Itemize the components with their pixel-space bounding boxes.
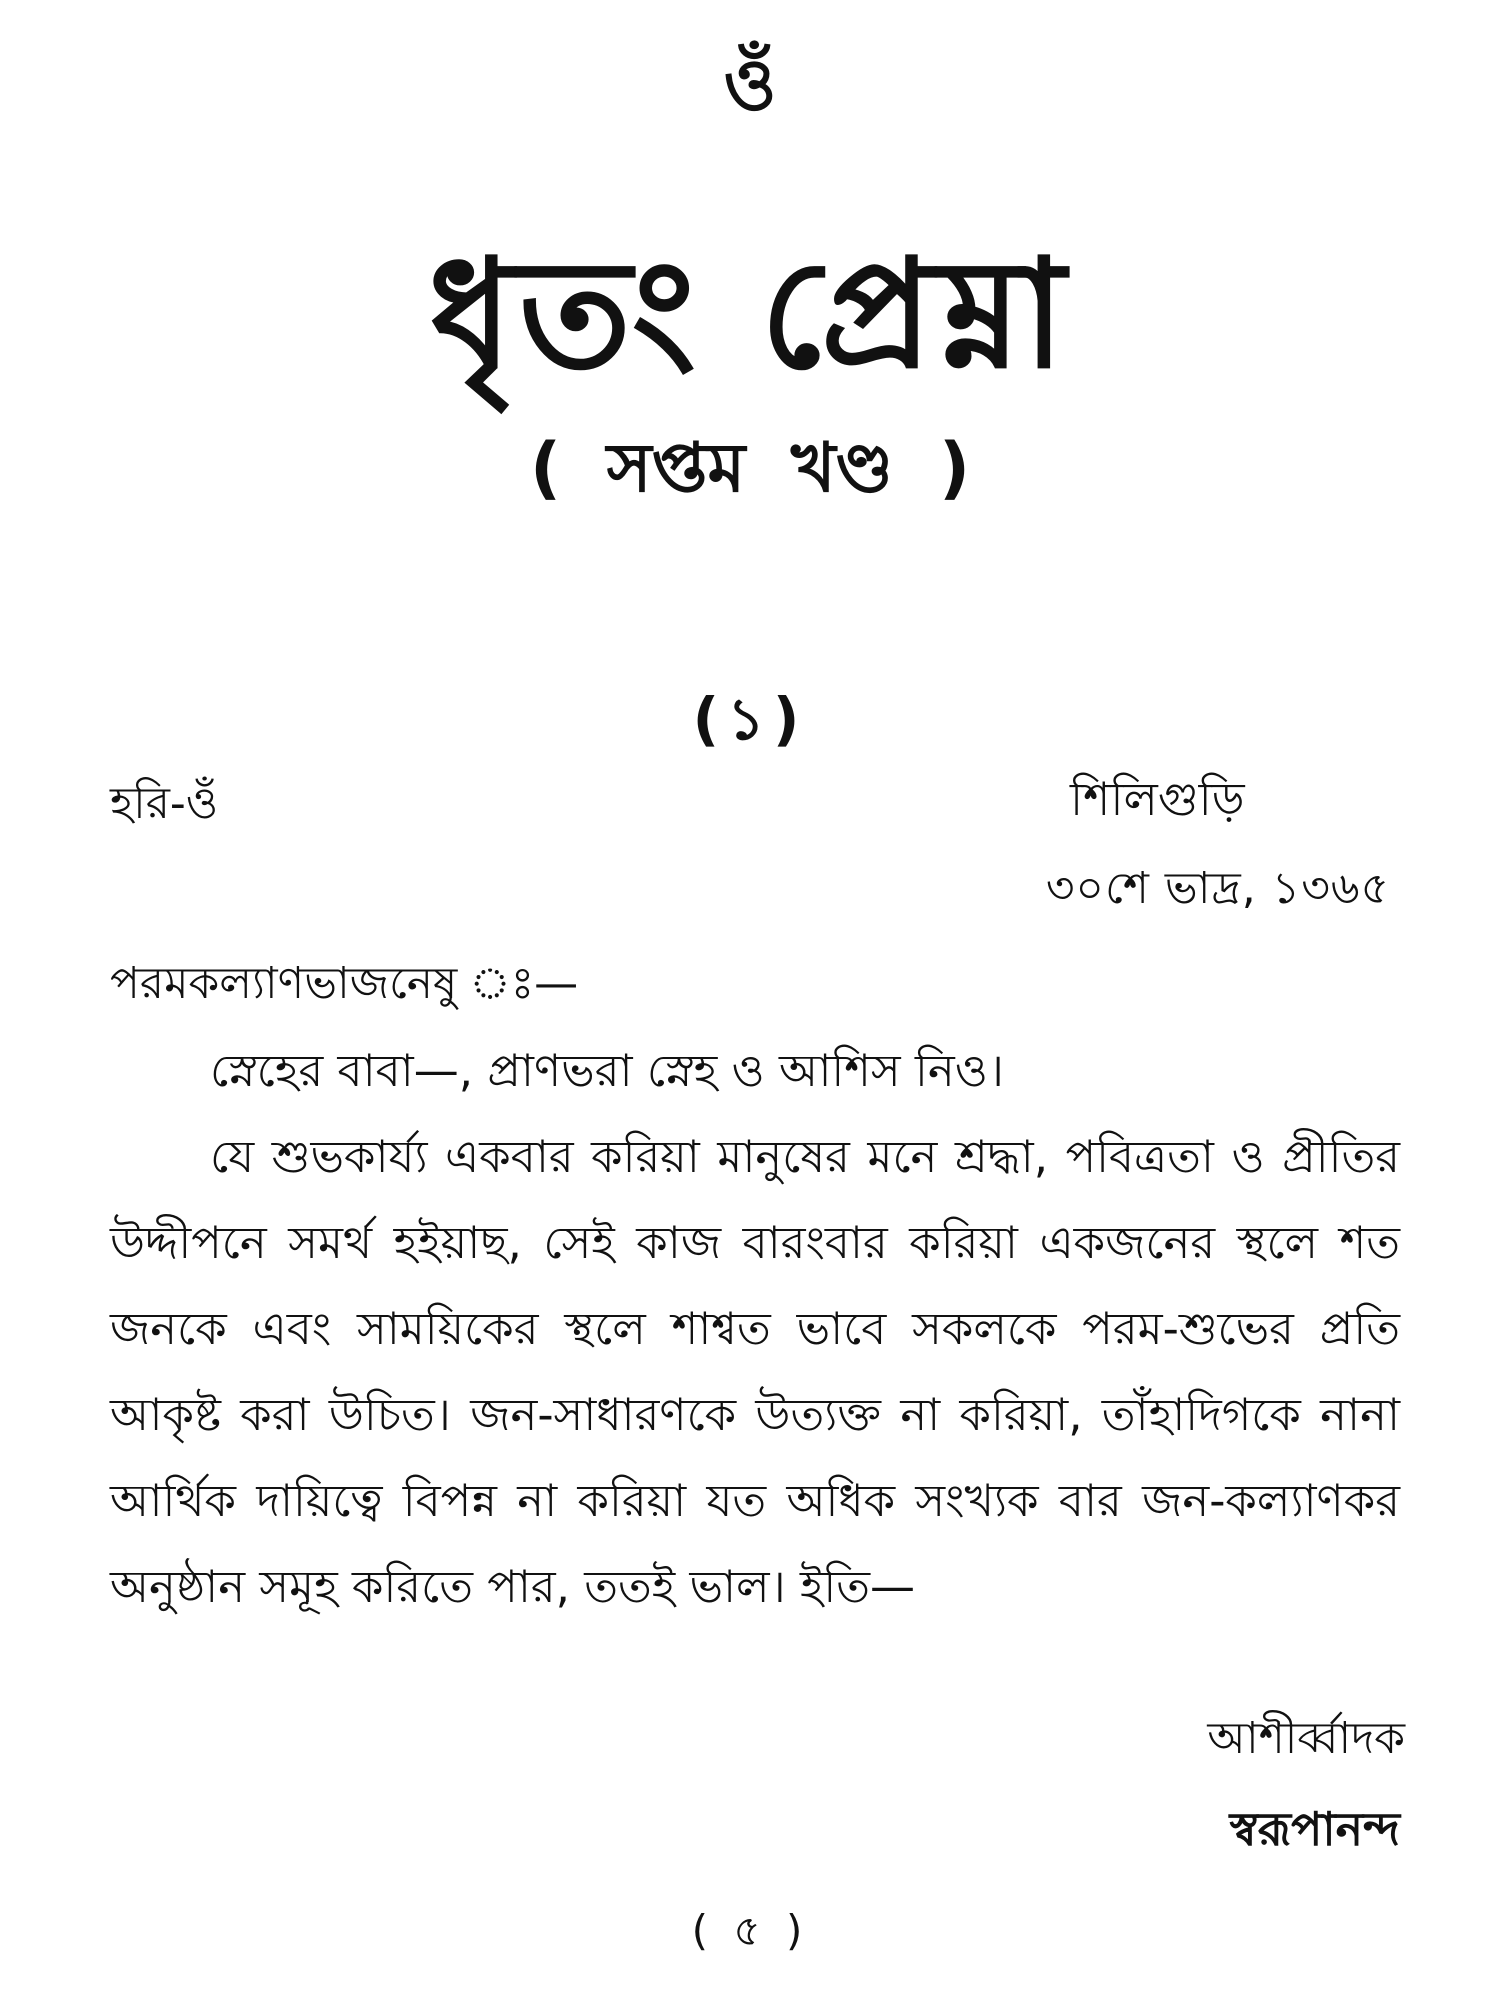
- letter-paragraph: স্নেহের বাবা—, প্রাণভরা স্নেহ ও আশিস নিও।: [210, 1044, 1004, 1097]
- letter-number: (১): [692, 685, 808, 753]
- letter-addressee: পরমকল্যাণভাজনেষু ঃ—: [110, 958, 579, 1009]
- letter-closing: আশীর্ব্বাদক: [1207, 1713, 1405, 1764]
- om-symbol: ওঁ: [723, 42, 777, 126]
- volume-subtitle: ( সপ্তম খণ্ড ): [529, 429, 971, 508]
- letter-date: ৩০শে ভাদ্র, ১৩৬৫: [1045, 863, 1390, 914]
- letter-paragraph: যে শুভকার্য্য একবার করিয়া মানুষের মনে শ্রদ্ধা, পবিত্রতা ও প্রীতির উদ্দীপনে সমর্থ হইয়াছ, সেই কাজ বারংবার করিয়া একজনের স্থলে শত জনকে এবং সাময়িকের স্থলে শাশ্বত ভাবে সকলকে পরম-শুভের প্রতি আকৃষ্ট করা উচিত। জন-সাধারণকে উত্যক্ত না করিয়া, তাঁহাদিগকে নানা আর্থিক দায়িত্বে বিপন্ন না করিয়া যত অধিক সংখ্যক বার জন-কল্যাণকর অনুষ্ঠান সমূহ করিতে পার, ততই ভাল। ইতি—: [110, 1130, 1400, 1613]
- letter-greeting: হরি-ওঁ: [110, 778, 219, 829]
- book-title: ধৃতং প্রেম্না: [428, 228, 1072, 402]
- letter-signature: স্বরূপানন্দ: [1229, 1802, 1400, 1856]
- letter-body: [110, 1028, 1400, 1630]
- page-number: ( ৫ ): [691, 1906, 809, 1955]
- letter-place: শিলিগুড়ি: [1070, 772, 1245, 826]
